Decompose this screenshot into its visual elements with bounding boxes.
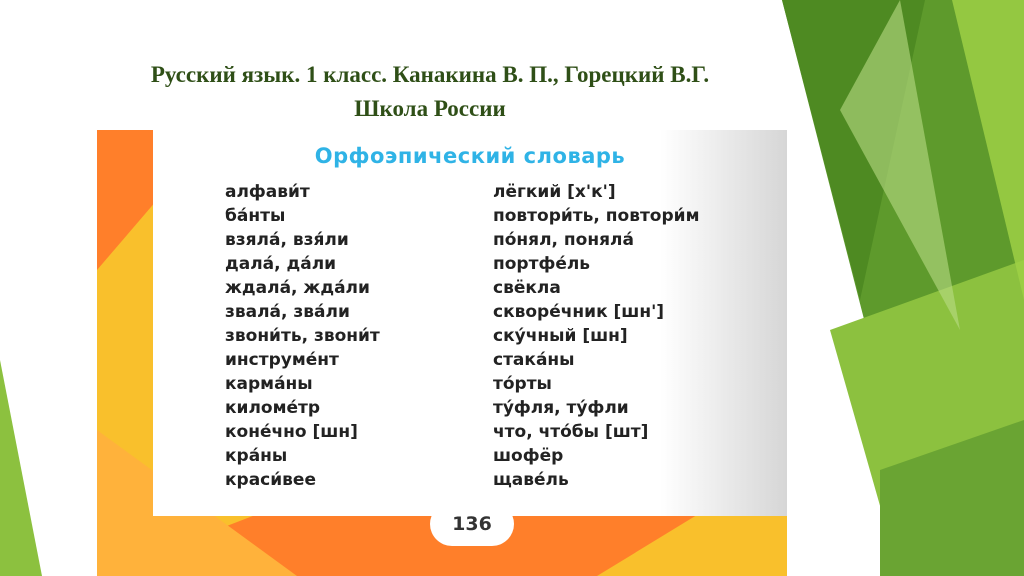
dictionary-word: скворе́чник [шн'] — [493, 302, 665, 322]
dictionary-word: то́рты — [493, 374, 552, 394]
page-number: 136 — [430, 502, 514, 546]
slide-title-line-2: Школа России — [354, 96, 506, 121]
dictionary-word: стака́ны — [493, 350, 575, 370]
dictionary-word: кра́ны — [225, 446, 288, 466]
dictionary-word: ба́нты — [225, 206, 286, 226]
dictionary-word: что, что́бы [шт] — [493, 422, 649, 442]
dictionary-card — [153, 130, 787, 516]
dictionary-word: киломе́тр — [225, 398, 321, 418]
left-word-column — [225, 180, 380, 492]
dictionary-word: по́нял, поняла́ — [493, 230, 634, 250]
dictionary-word: дала́, да́ли — [225, 254, 337, 274]
dictionary-word: ждала́, жда́ли — [225, 278, 370, 298]
dictionary-word: звала́, зва́ли — [225, 302, 350, 322]
dictionary-word: алфави́т — [225, 182, 310, 202]
dictionary-heading: Орфоэпический словарь — [314, 144, 626, 168]
dictionary-word: шофёр — [493, 446, 564, 466]
slide-title-line-1: Русский язык. 1 класс. Канакина В. П., Горецкий В.Г. — [150, 62, 710, 87]
dictionary-word: свёкла — [493, 278, 561, 298]
slide-title — [60, 58, 800, 126]
dictionary-word: портфе́ль — [493, 254, 591, 274]
dictionary-word: карма́ны — [225, 374, 313, 394]
dictionary-word: коне́чно [шн] — [225, 422, 358, 442]
dictionary-word: повтори́ть, повтори́м — [493, 206, 700, 226]
dictionary-word: звони́ть, звони́т — [225, 326, 380, 346]
dictionary-word: ску́чный [шн] — [493, 326, 628, 346]
textbook-page — [97, 130, 787, 576]
dictionary-word: лёгкий [х'к'] — [493, 182, 616, 202]
dictionary-word: инструме́нт — [225, 350, 339, 370]
right-word-column — [493, 180, 699, 492]
dictionary-word: взяла́, взя́ли — [225, 230, 349, 250]
dictionary-word: щаве́ль — [493, 470, 569, 490]
dictionary-word: ту́фля, ту́фли — [493, 398, 629, 418]
dictionary-word: краси́вее — [225, 470, 316, 490]
